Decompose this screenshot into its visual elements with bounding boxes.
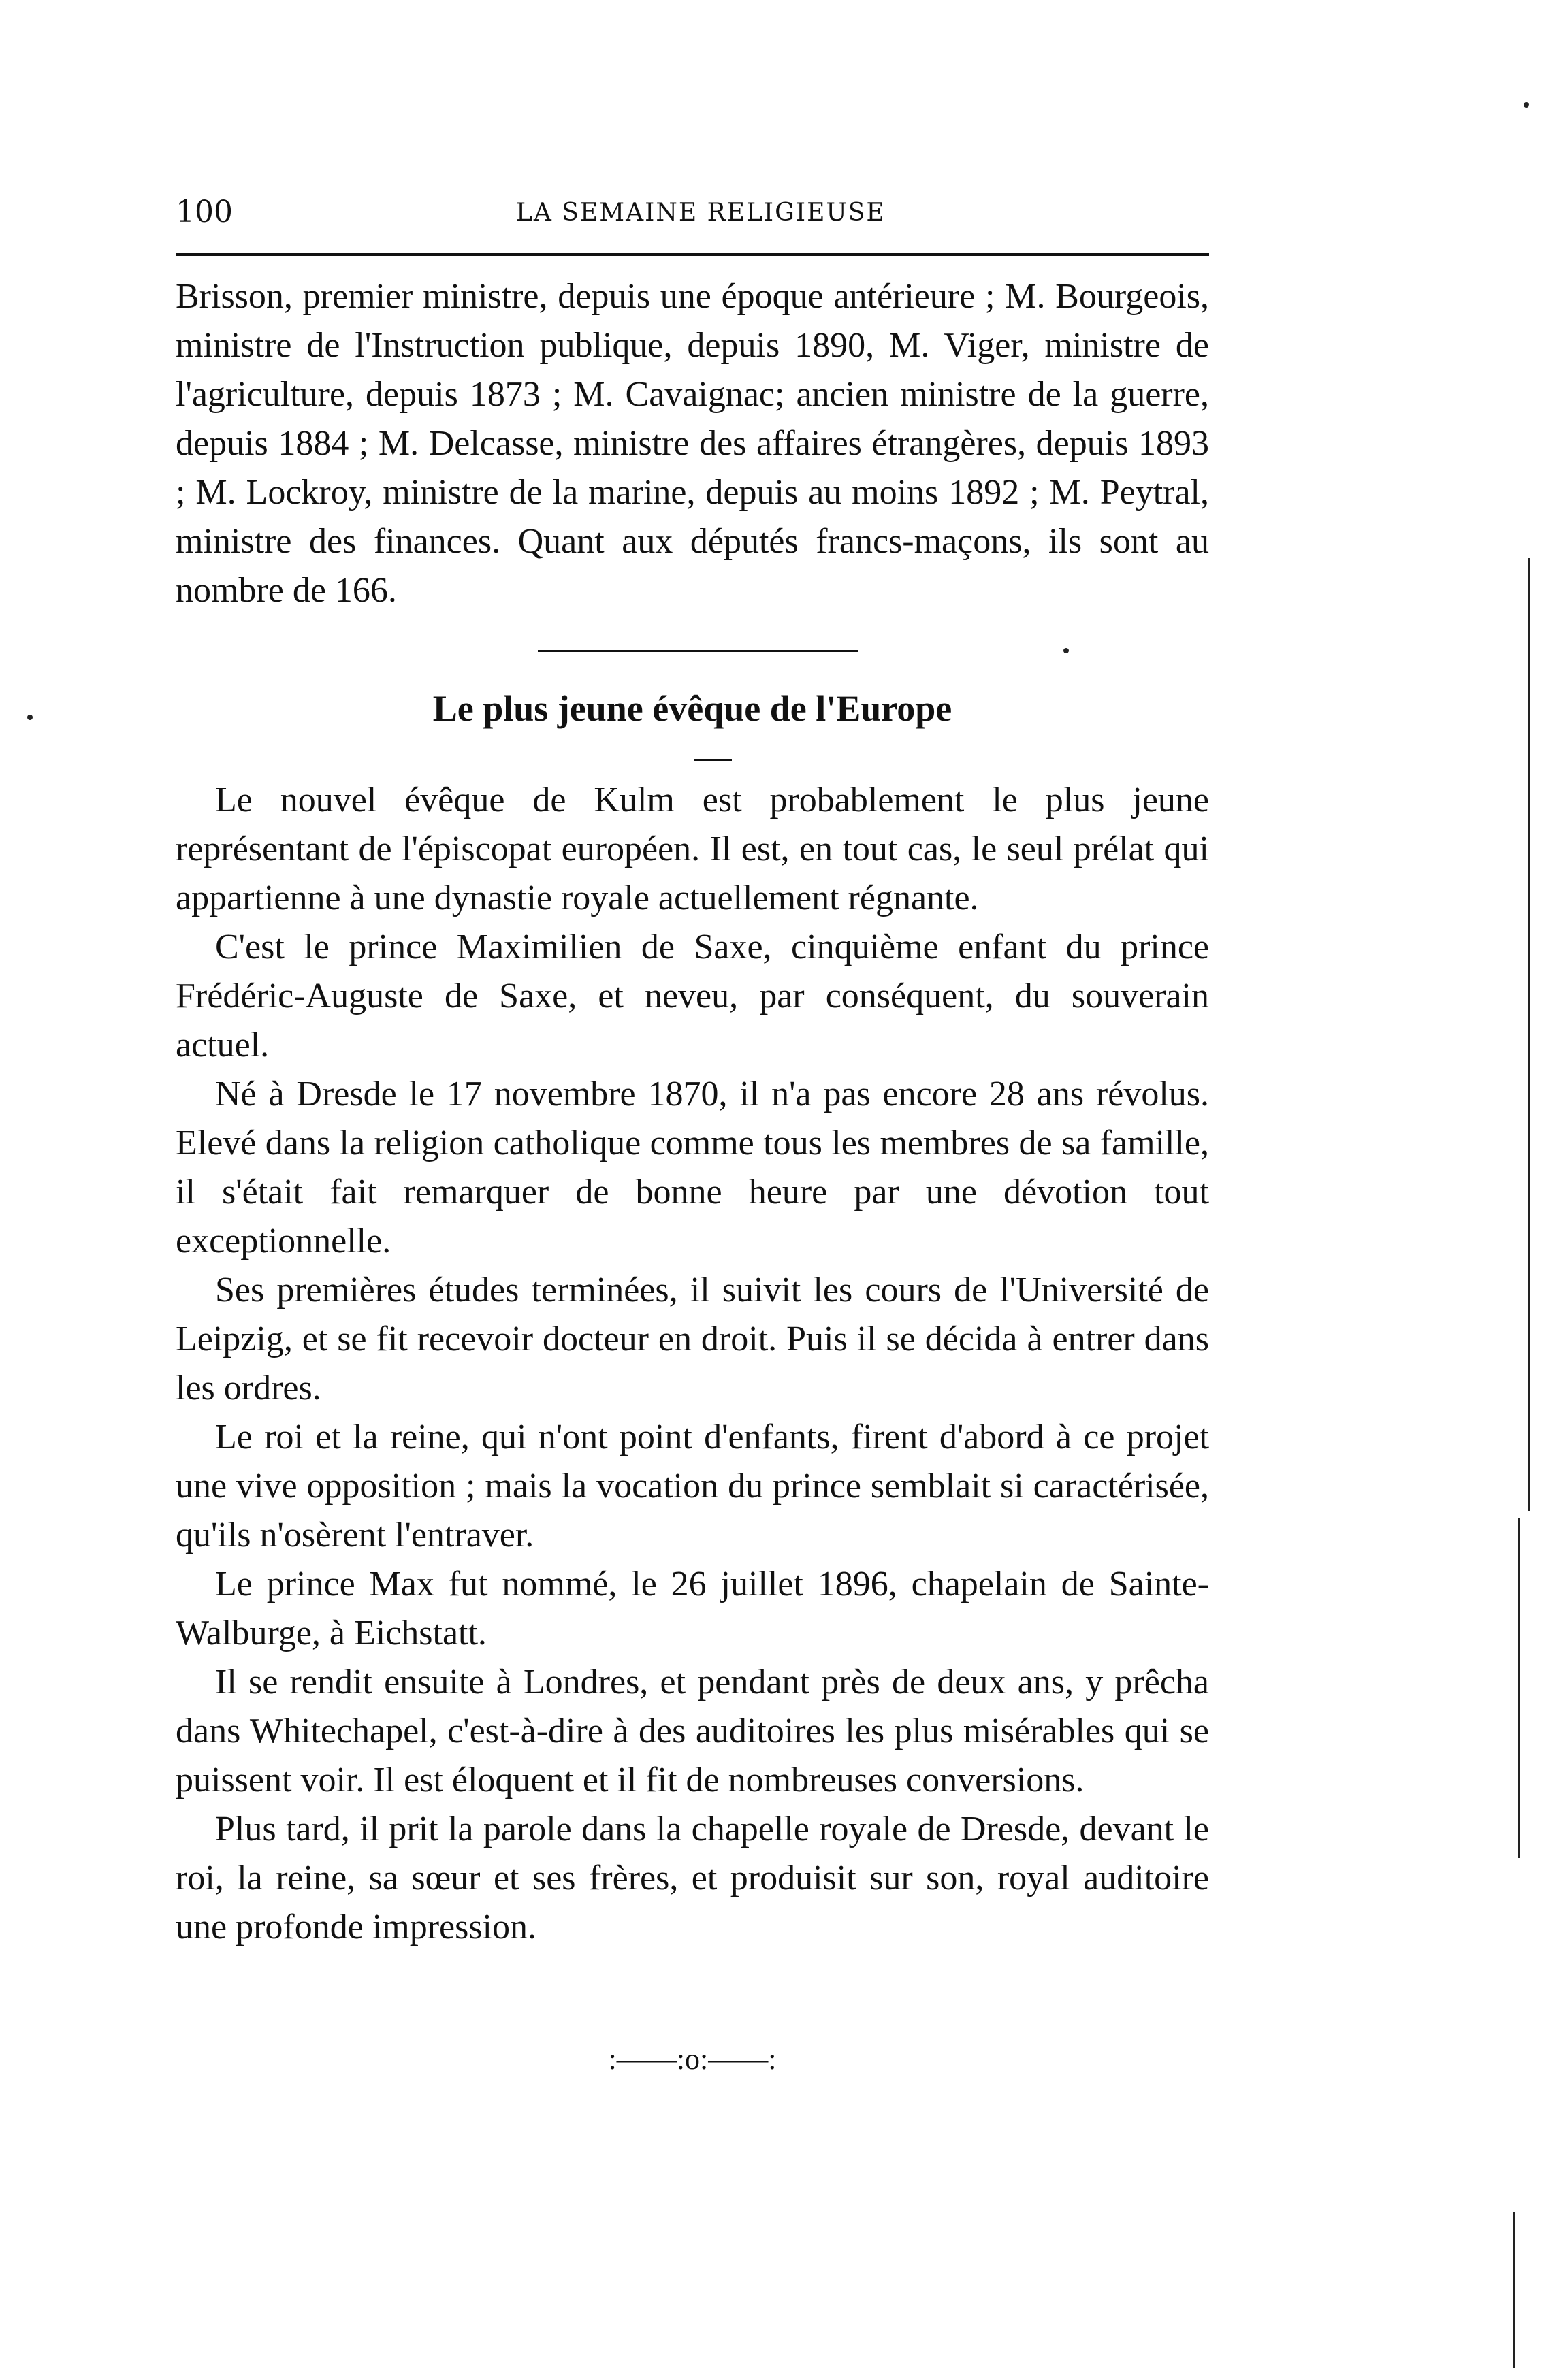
scan-margin-line <box>1513 2212 1515 2368</box>
paragraph: Le nouvel évêque de Kulm est probablement le plus jeune représentant de l'épiscopat européen. Il est, en tout cas, le seul prélat qui appartienne à une dynastie royale actuellement régnante. <box>176 781 1209 917</box>
paragraph: Plus tard, il prit la parole dans la chapelle royale de Dresde, devant le roi, la reine, sa sœur et ses frères, et produisit sur son, royal auditoire une profonde impression. <box>176 1810 1209 1946</box>
article-body <box>176 776 1209 1952</box>
end-ornament: :——:o:——: <box>608 2042 777 2076</box>
scan-margin-line <box>1518 1518 1520 1858</box>
intro-paragraph: Brisson, premier ministre, depuis une époque antérieure ; M. Bourgeois, ministre de l'Instruction publique, depuis 1890, M. Viger, ministre de l'agriculture, depuis 1873 ; M. Cavaignac; ancien ministre de la guerre, depuis 1884 ; M. Delcasse, ministre des affaires étrangères, depuis 1893 ; M. Lockroy, ministre de la marine, depuis au moins 1892 ; M. Peytral, ministre des finances. Quant aux députés francs-maçons, ils sont au nombre de 166. <box>176 277 1209 610</box>
scan-margin-line <box>1528 558 1530 1511</box>
scan-speck <box>1524 102 1529 108</box>
header-rule <box>176 253 1209 256</box>
paragraph: Le prince Max fut nommé, le 26 juillet 1896, chapelain de Sainte-Walburge, à Eichstatt. <box>176 1565 1209 1652</box>
page-number: 100 <box>176 195 233 229</box>
paragraph: Né à Dresde le 17 novembre 1870, il n'a pas encore 28 ans révolus. Elevé dans la religion catholique comme tous les membres de sa famille, il s'était fait remarquer de bonne heure par une dévotion tout exceptionnelle. <box>176 1075 1209 1260</box>
running-title: LA SEMAINE RELIGIEUSE <box>516 199 886 227</box>
paragraph: Il se rendit ensuite à Londres, et pendant près de deux ans, y prêcha dans Whitechapel, c'est-à-dire à des auditoires les plus misérables qui se puissent voir. Il est éloquent et il fit de nombreuses conversions. <box>176 1663 1209 1799</box>
title-dash <box>694 759 732 761</box>
scan-speck <box>1063 648 1069 653</box>
page-header <box>176 189 1210 230</box>
section-divider <box>538 650 858 652</box>
paragraph: C'est le prince Maximilien de Saxe, cinquième enfant du prince Frédéric-Auguste de Saxe, et neveu, par conséquent, du souverain actuel. <box>176 928 1209 1064</box>
scan-speck <box>27 715 33 720</box>
section-title: Le plus jeune évêque de l'Europe <box>432 688 952 729</box>
paragraph: Ses premières études terminées, il suivit les cours de l'Université de Leipzig, et se fit recevoir docteur en droit. Puis il se décida à entrer dans les ordres. <box>176 1271 1209 1407</box>
paragraph: Le roi et la reine, qui n'ont point d'enfants, firent d'abord à ce projet une vive opposition ; mais la vocation du prince semblait si caractérisée, qu'ils n'osèrent l'entraver. <box>176 1418 1209 1554</box>
intro-block <box>176 272 1209 615</box>
